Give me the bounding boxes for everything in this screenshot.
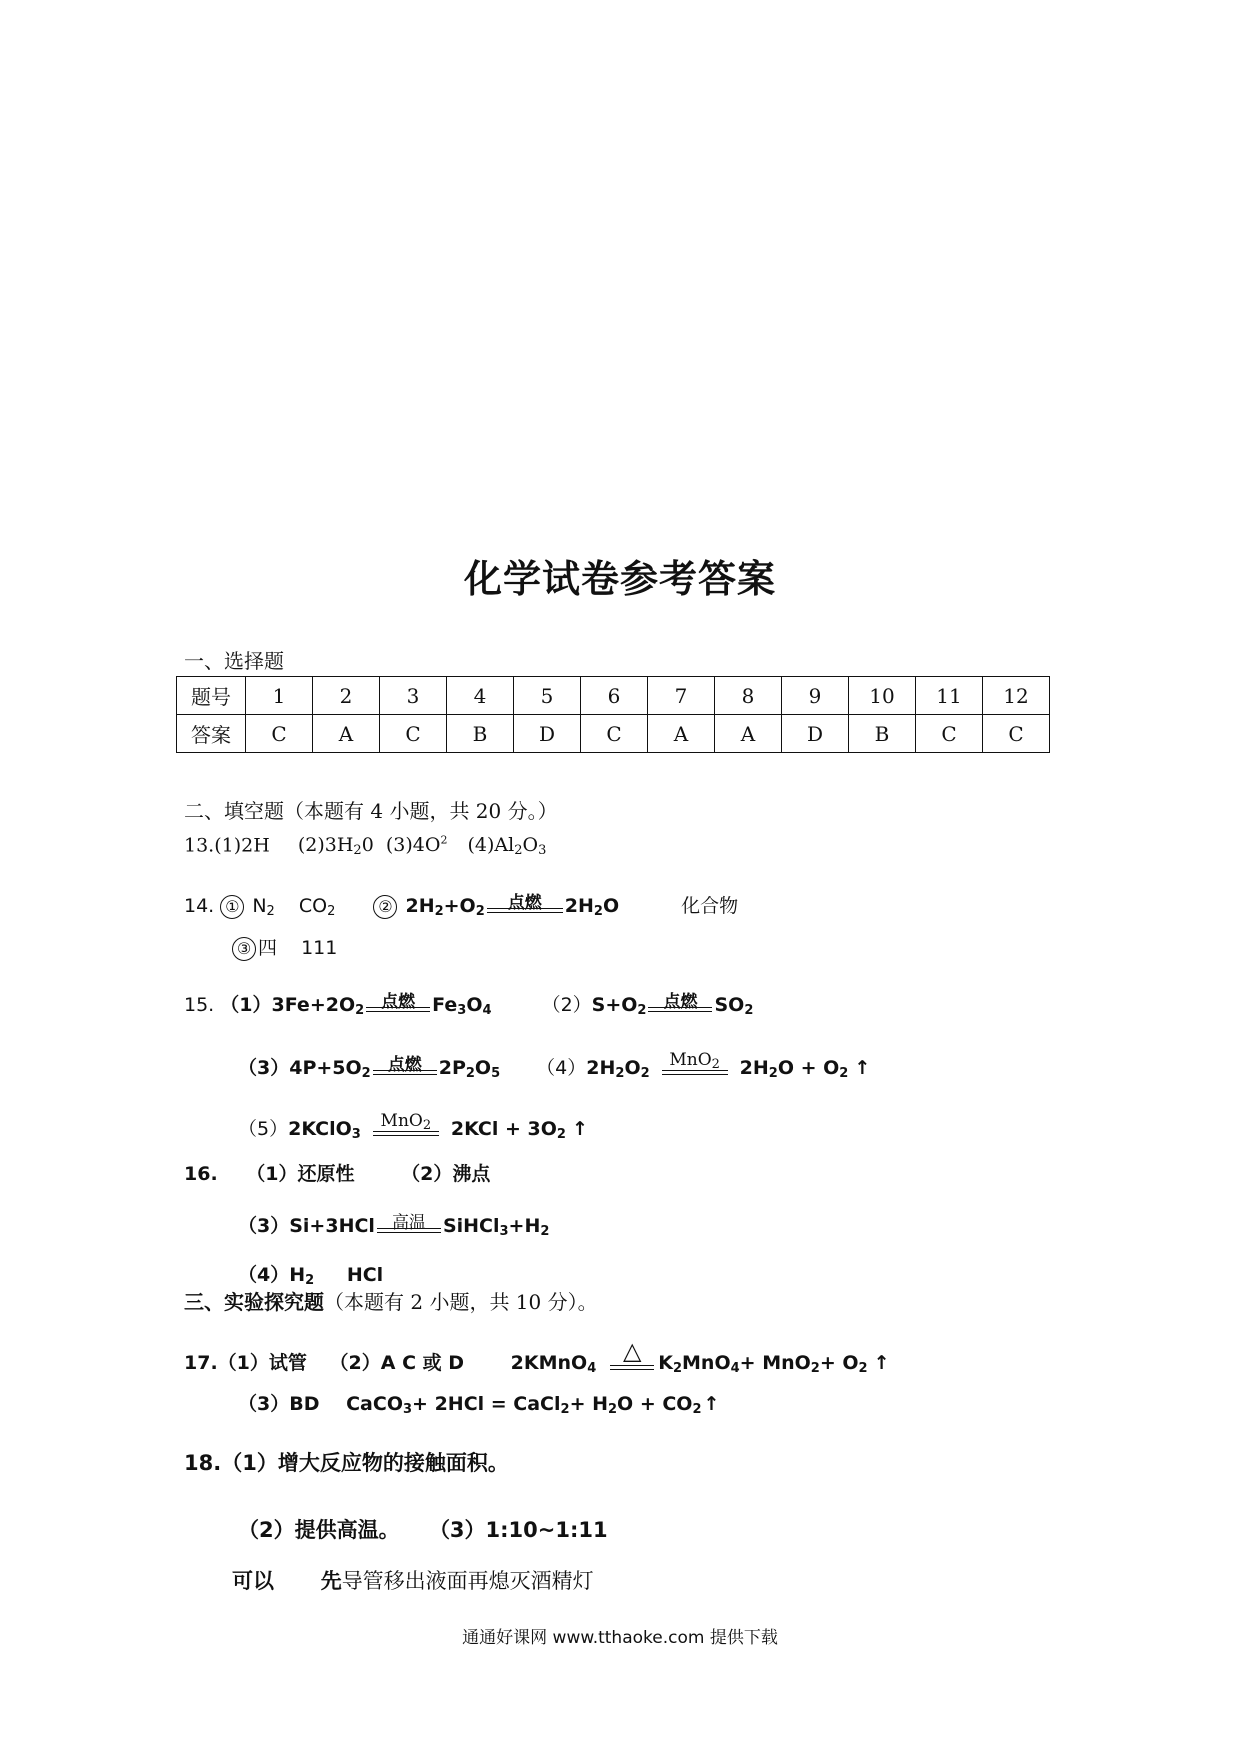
up-arrow-icon: ↑: [703, 1393, 720, 1415]
table-cell: C: [581, 715, 648, 753]
q13-answer-3: $(3)4O^2$: [385, 834, 448, 857]
q14-co2: $CO_2$: [298, 895, 336, 919]
table-cell: 3: [380, 677, 447, 715]
q18-answer-1: （1）增大反应物的接触面积。: [221, 1451, 509, 1475]
q14-compound: 化合物: [681, 895, 739, 917]
table-cell: 7: [648, 677, 715, 715]
q14-line-1: [184, 891, 738, 919]
table-cell: B: [447, 715, 514, 753]
q15-eq-3: $(3)4P+5O_2$ 点燃 $2P_2O_5$: [238, 1055, 501, 1081]
q17-equation: 2KMnO$_4$ △ $K_2MnO_4+ MnO_2+ O_2$ ↑: [510, 1337, 890, 1376]
q17-answer-3: （3）BD: [238, 1393, 320, 1415]
q15-eq-2: $(2)S+O_2$ 点燃 $SO_2$: [541, 992, 754, 1018]
q15-eq-1: $(1)3Fe+2O_2$ 点燃 $Fe_3O_4$: [220, 992, 492, 1018]
q18-answer-2: （2）提供高温。: [238, 1518, 400, 1542]
q16-line-2: （3）Si+3HCl 高温 $SiHCl_3+H_2$: [238, 1213, 550, 1239]
q17-line-2: [238, 1389, 719, 1417]
table-cell: B: [849, 715, 916, 753]
table-cell: A: [648, 715, 715, 753]
q18-number: 18.: [184, 1451, 222, 1475]
q16-eq-rhs: $SiHCl_3+H_2$: [442, 1215, 550, 1239]
table-row-numbers: [177, 677, 1050, 715]
table-cell: A: [313, 715, 380, 753]
q15-line-2: [238, 1050, 871, 1081]
row-label-number: 题号: [177, 677, 246, 715]
table-cell: 5: [514, 677, 581, 715]
section3-heading: 三、实验探究题（本题有 2 小题，共 10 分）。: [184, 1290, 598, 1314]
q16-hcl: HCl: [346, 1264, 384, 1286]
table-cell: 10: [849, 677, 916, 715]
row-label-answer: 答案: [177, 715, 246, 753]
table-cell: 2: [313, 677, 380, 715]
table-cell: 11: [916, 677, 983, 715]
table-cell: 9: [782, 677, 849, 715]
table-cell: D: [514, 715, 581, 753]
q15-line-1: [184, 990, 753, 1018]
up-arrow-icon: ↑: [571, 1118, 588, 1140]
q16-line-1: [184, 1159, 490, 1186]
q18-answer-3: （3）1:10~1:11: [428, 1518, 608, 1542]
q16-answer-1: （1）还原性: [246, 1163, 355, 1185]
q15-line-3: [238, 1111, 588, 1142]
q15-number: 15.: [184, 994, 215, 1016]
q17-number: 17.: [184, 1352, 218, 1374]
table-cell: C: [983, 715, 1050, 753]
up-arrow-icon: ↑: [854, 1057, 871, 1079]
circle-2-icon: ②: [373, 895, 397, 919]
q14-equation: $2H_2+O_2$ 点燃 $2H_2O$: [405, 893, 620, 919]
q14-n2: $N_2$: [252, 895, 275, 919]
q16-h2: $H_2$: [289, 1264, 315, 1288]
q15-eq-5: （5）2KClO$_3$ MnO$_2$ $2KCl + 3O_2$ ↑: [238, 1111, 588, 1142]
footer: 通通好课网 www.tthaoke.com 提供下载: [462, 1628, 778, 1648]
section2-heading: 二、填空题（本题有 4 小题，共 20 分。）: [184, 799, 558, 823]
circle-3-icon: ③: [232, 937, 256, 961]
q18-answer-4b: 先导管移出液面再熄灭酒精灯: [320, 1569, 594, 1593]
table-cell: A: [715, 715, 782, 753]
q14-number: 14.: [184, 895, 215, 917]
q17-equation-2: CaCO$_3$+ 2HCl = CaCl$_2$+ $H_2O + CO_2$ ↑: [346, 1393, 720, 1417]
table-cell: 6: [581, 677, 648, 715]
table-row-answers: [177, 715, 1050, 753]
answer-table: [176, 676, 1050, 753]
q17-line-1: [184, 1337, 890, 1376]
q18-line-2: [238, 1514, 608, 1544]
q18-answer-4a: 可以: [232, 1569, 274, 1593]
q14-period: 四: [258, 937, 278, 959]
table-cell: 1: [246, 677, 313, 715]
q13-number: 13.: [184, 834, 215, 857]
q18-line-3: [232, 1565, 594, 1595]
table-cell: C: [246, 715, 313, 753]
q17-answer-2: （2）A C 或 D: [329, 1352, 465, 1374]
table-cell: C: [380, 715, 447, 753]
q13-answer-1: (1)2H: [214, 834, 270, 857]
circle-1-icon: ①: [220, 895, 244, 919]
q16-line-3: $(4)H_2$ HCl: [238, 1264, 384, 1288]
table-cell: 12: [983, 677, 1050, 715]
table-cell: 4: [447, 677, 514, 715]
q16-eq-lhs: Si+3HCl: [289, 1215, 375, 1237]
q13-answer-2: $(2)3H_20$: [297, 834, 374, 859]
up-arrow-icon: ↑: [873, 1352, 890, 1374]
q13-line: [184, 834, 546, 858]
q18-line-1: [184, 1447, 509, 1477]
q14-value: 111: [301, 937, 338, 959]
section1-heading: 一、选择题: [184, 649, 284, 673]
table-cell: D: [782, 715, 849, 753]
q13-answer-4: $(4)Al_2O_3$: [467, 834, 547, 859]
page-title: 化学试卷参考答案: [463, 557, 776, 601]
q16-number: 16.: [184, 1163, 218, 1185]
q14-line-2: [232, 933, 337, 961]
q17-answer-1: （1）试管: [217, 1352, 307, 1374]
q15-eq-4: $(4)2H_2O_2$ MnO$_2$ $2H_2O + O_2$ ↑: [536, 1050, 871, 1081]
q16-answer-2: （2）沸点: [401, 1163, 491, 1185]
table-cell: C: [916, 715, 983, 753]
table-cell: 8: [715, 677, 782, 715]
